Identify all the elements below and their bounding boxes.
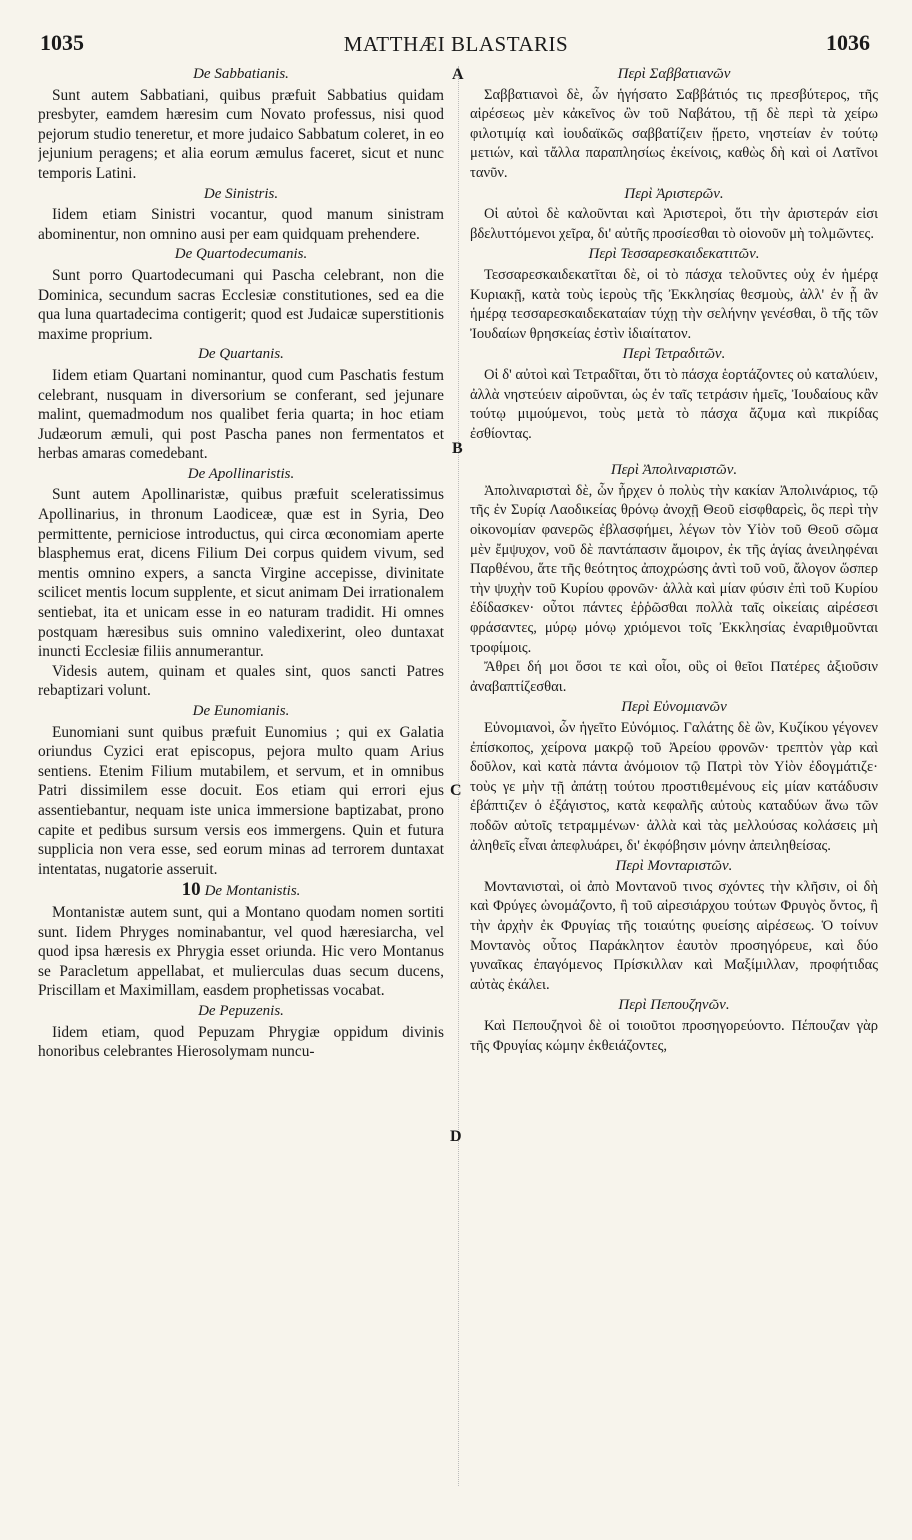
section-paragraph: Iidem etiam Sinistri vocantur, quod manum sinistram abominentur, non omnino ausi per eam quidquam prehendere. bbox=[38, 206, 444, 243]
latin-column bbox=[38, 64, 444, 1484]
section-heading: De Sinistris. bbox=[203, 185, 279, 202]
section-heading: De Montanistis. bbox=[204, 883, 301, 900]
section-paragraph: Οἱ δ' αὐτοὶ καὶ Τετραδῖται, ὅτι τὸ πάσχα ἑορτάζοντες οὐ καταλύειν, ἀλλὰ νηστεύειν αἱροῦνται, ὡς ἐν ταῖς τετράσιν ἡμεῖς, Ἰουδαίους κἂν τούτῳ μιμούμενοι, τοὺς μετὰ τὸ πάσχα ἄζυμα καὶ πικρίδας ἐσθίοντας. bbox=[470, 366, 878, 442]
section-heading: De Eunomianis. bbox=[192, 703, 290, 719]
margin-marker-c: C bbox=[450, 782, 462, 799]
section-paragraph: Εὐνομιανοὶ, ὧν ἡγεῖτο Εὐνόμιος. Γαλάτης δὲ ὢν, Κυζίκου γέγονεν ἐπίσκοπος, χείρονα μακρῷ τοῦ Ἀρείου φρονῶν· τρεπτὸν γὰρ καὶ δοῦλον, καὶ κατὰ πάντα ἀνόμοιον τῷ Πατρὶ τὸν Υἱὸν ἐδογμάτιζε· τοὺς γε μὴν τῇ ἀπάτῃ τούτου προστιθεμένους εἰς μίαν κατάδυσιν ἐβάπτιζεν ὁ ἐξάγιστος, κατὰ κεφαλῆς αὐτοὺς καταδύων ἄνω τῶν ποδῶν αὐτοῖς τετραμμένων· ἀλλὰ καὶ τὰς μελλούσας κολάσεις μὴ ἀληθεῖς εἶναι ἀπεφλυάρει, δι' ἐκφόβησιν μόνην ἀπειληθείσας. bbox=[470, 720, 878, 854]
section-paragraph: Sunt autem Sabbatiani, quibus præfuit Sabbatius quidam presbyter, eamdem hæresim cum Novato professus, nisi quod pejorum studio teneretur, et more judaico Sabbatum coleret, in eo jejunium peragens; et alia eorum æmulus faceret, sicut et nunc temporis Latini. bbox=[38, 86, 444, 182]
section-paragraph: Sunt porro Quartodecumani qui Pascha celebrant, non die Dominica, secundum sacras Ecclesiæ constitutiones, sed ea die qua luna quartadecima contigerit; quod est Judaicæ superstitionis maxime proprium. bbox=[38, 266, 444, 343]
section-paragraph: Ἀπολιναρισταὶ δὲ, ὧν ἦρχεν ὁ πολὺς τὴν κακίαν Ἀπολινάριος, τῷ τῆς ἐν Συρίᾳ Λαοδικείας θρόνῳ ἀνοχῇ Θεοῦ εἰσφθαρεὶς, ὃς περὶ τὴν οἰκονομίαν φανερῶς ἐβλασφήμει, λέγων τὸν Υἱὸν τοῦ Θεοῦ σῶμα μὲν ἔμψυχον, νοῦ δὲ παντάπασιν ἄμοιρον, ἐκ τῆς ἁγίας ἀνειληφέναι Παρθένου, ἅτε τῆς θεότητος ἀποχρώσης ἀντὶ τοῦ νοῦ, ἄλογον ὥσπερ τὴν ψυχὴν τοῦ Κυρίου φρονῶν· ἀλλὰ καὶ μίαν φύσιν ἐπὶ τοῦ Κυρίου ἐδίδασκεν· οὗτοι πάντες ἐῤῥῶσθαι πολλὰ ταῖς οἰκείαις αἱρέσεσι φράσαντες, μύρῳ μόνῳ χριόμενοι τοῖς Ἐκκλησίας ἐναριθμοῦνται τροφίμοις. bbox=[470, 482, 878, 656]
section-paragraph: Videsis autem, quinam et quales sint, quos sancti Patres rebaptizari volunt. bbox=[38, 662, 444, 700]
column-divider bbox=[458, 66, 459, 1486]
section-paragraph: Οἱ αὐτοὶ δὲ καλοῦνται καὶ Ἀριστεροὶ, ὅτι τὴν ἀριστεράν εἰσι βδελυττόμενοι χεῖρα, δι' αὐτῆς προσίεσθαι τὸ οἱονοῦν μὴ τολμῶντες. bbox=[470, 206, 878, 242]
section-heading: De Quartanis. bbox=[198, 346, 284, 363]
section-paragraph: Καὶ Πεπουζηνοὶ δὲ οἱ τοιοῦτοι προσηγορεύοντο. Πέπουζαν γὰρ τῆς Φρυγίας κώμην ἐκθειάζοντες, bbox=[470, 1017, 878, 1054]
page-header bbox=[0, 30, 912, 64]
running-title: MATTHÆI BLASTARIS bbox=[343, 32, 569, 56]
margin-marker-d: D bbox=[450, 1128, 462, 1145]
section-heading: Περὶ Εὐνομιανῶν bbox=[621, 699, 727, 716]
section-heading: Περὶ Ἀπολιναριστῶν. bbox=[610, 462, 738, 479]
section-heading: De Pepuzenis. bbox=[198, 1002, 284, 1019]
section-paragraph: Σαββατιανοὶ δὲ, ὧν ἡγήσατο Σαββάτιός τις πρεσβύτερος, τῆς αἱρέσεως μὲν κἀκεῖνος ὢν τοῦ Ναβάτου, τῇ δὲ περὶ τὰ χείρω φιλοτιμίᾳ καὶ ἰουδαϊκῶς σαββατίζειν ᾕρετο, νηστείαν ἐν τούτῳ μετιών, καὶ τἄλλα παραπλησίως ἐκείνοις, καθὼς δὴ καὶ οἱ Λατῖνοι τανῦν. bbox=[470, 86, 878, 181]
vertical-gap bbox=[470, 444, 878, 460]
margin-marker-a: A bbox=[452, 66, 464, 83]
page-number-left: 1035 bbox=[40, 30, 84, 55]
greek-column bbox=[470, 64, 878, 1484]
page-number-right: 1036 bbox=[826, 30, 870, 55]
section-heading: Περὶ Ἀριστερῶν. bbox=[624, 185, 724, 202]
section-heading: De Quartodecumanis. bbox=[174, 246, 308, 263]
section-heading: Περὶ Τετραδιτῶν. bbox=[622, 346, 726, 363]
margin-marker-b: B bbox=[452, 440, 463, 457]
section-paragraph: Ἄθρει δή μοι ὅσοι τε καὶ οἷοι, οὓς οἱ θεῖοι Πατέρες ἀξιοῦσιν ἀναβαπτίζεσθαι. bbox=[470, 659, 878, 695]
section-heading: Περὶ Μονταριστῶν. bbox=[615, 858, 733, 875]
section-paragraph: Iidem etiam, quod Pepuzam Phrygiæ oppidum divinis honoribus celebrantes Hierosolymam nuncu- bbox=[38, 1023, 444, 1061]
section-paragraph: Τεσσαρεσκαιδεκατῖται δὲ, οἱ τὸ πάσχα τελοῦντες οὐχ ἐν ἡμέρᾳ Κυριακῇ, κατὰ τοὺς ἱεροὺς τῆς Ἐκκλησίας θεσμοὺς, ἀλλ' ἐν ᾗ ἂν ἡμέρᾳ τεσσαρεσκαιδεκαταίαν τύχῃ τὴν σελήνην γενέσθαι, ὃ τῆς τῶν Ἰουδαίων θρησκείας ἐστὶν ἰδιαίτατον. bbox=[470, 266, 878, 342]
section-heading-numbered bbox=[38, 880, 444, 902]
section-paragraph: Iidem etiam Quartani nominantur, quod cum Paschatis festum celebrant, nusquam in diversorium se conferant, sed jejunare malint, quemadmodum nos qualibet feria quarta; in hoc etiam Judæorum æmuli, qui post Pascha panes non fermentatos et herbas amaras comedebant. bbox=[38, 366, 444, 463]
section-paragraph: Eunomiani sunt quibus præfuit Eunomius ; qui ex Galatia oriundus Cyzici erat episcopus, pejora multo quam Arius sentiens. Etenim Filium mutabilem, et servum, et in omnibus Patri dissimilem esse docuit. Eos etiam qui errori ejus assentiebantur, nequam iste unica immersione baptizabat, prono capite et pedibus sursum versis eos immergens. Quin et futura supplicia non vera esse, sed eorum minas ad terrorem duntaxat intentatas, nugatorie asseruit. bbox=[38, 723, 444, 878]
section-paragraph: Sunt autem Apollinaristæ, quibus præfuit sceleratissimus Apollinarius, in thronum Laodiceæ, quæ est in Syria, Deo permittente, perniciose introductus, qui circa œconomiam aperte blasphemus erat, dicens Filium Dei corpus quidem vivum, sed mentis omnino expers, a sancta Virgine accepisse, divinitate scilicet mentis locum supplente, et sicut animam Dei irrationalem sentiebat, ita et unicam esse in eo naturam tradidit. Hi omnes postquam hæresibus suis omnino valedixerint, oleo duntaxat inuncti Ecclesiæ filiis annumerantur. bbox=[38, 486, 444, 661]
section-heading: Περὶ Πεπουζηνῶν. bbox=[618, 997, 730, 1014]
section-heading: De Sabbatianis. bbox=[193, 66, 289, 82]
section-heading: De Apollinaristis. bbox=[187, 465, 295, 482]
section-heading: Περὶ Σαββατιανῶν bbox=[617, 66, 731, 82]
section-paragraph: Μοντανισταὶ, οἱ ἀπὸ Μοντανοῦ τινος σχόντες τὴν κλῆσιν, οἱ δὴ καὶ Φρύγες ὠνομάζοντο, ἢ τοῦ αἱρεσιάρχου τούτων Φρυγὸς ὄντος, ἢ τὴν ἀρχὴν ἐκ Φρυγίας τῆς τοιαύτης φυείσης αἱρέσεως. Ὁ τοίνυν Μοντανὸς οὗτος Παράκλητον ἑαυτὸν προσηγόρευε, καὶ δύο γυναῖκας ἐπαγόμενος Πρίσκιλλαν καὶ Μαξίμιλλαν, προφήτιδας αὐτὰς ἐκάλει. bbox=[470, 878, 878, 993]
section-heading: Περὶ Τεσσαρεσκαιδεκατιτῶν. bbox=[588, 246, 760, 263]
section-number: 10 bbox=[181, 879, 201, 901]
section-paragraph: Montanistæ autem sunt, qui a Montano quodam nomen sortiti sunt. Iidem Phryges nominabantur, vel quod hæresiarcha, vel quod ipsa hæresis ex Phrygia esset oriunda. Hic vero Montanus se Paracletum appellabat, et mulierculas duas secum ducens, Priscillam et Maximillam, easdem prophetissas vocabat. bbox=[38, 903, 444, 1000]
